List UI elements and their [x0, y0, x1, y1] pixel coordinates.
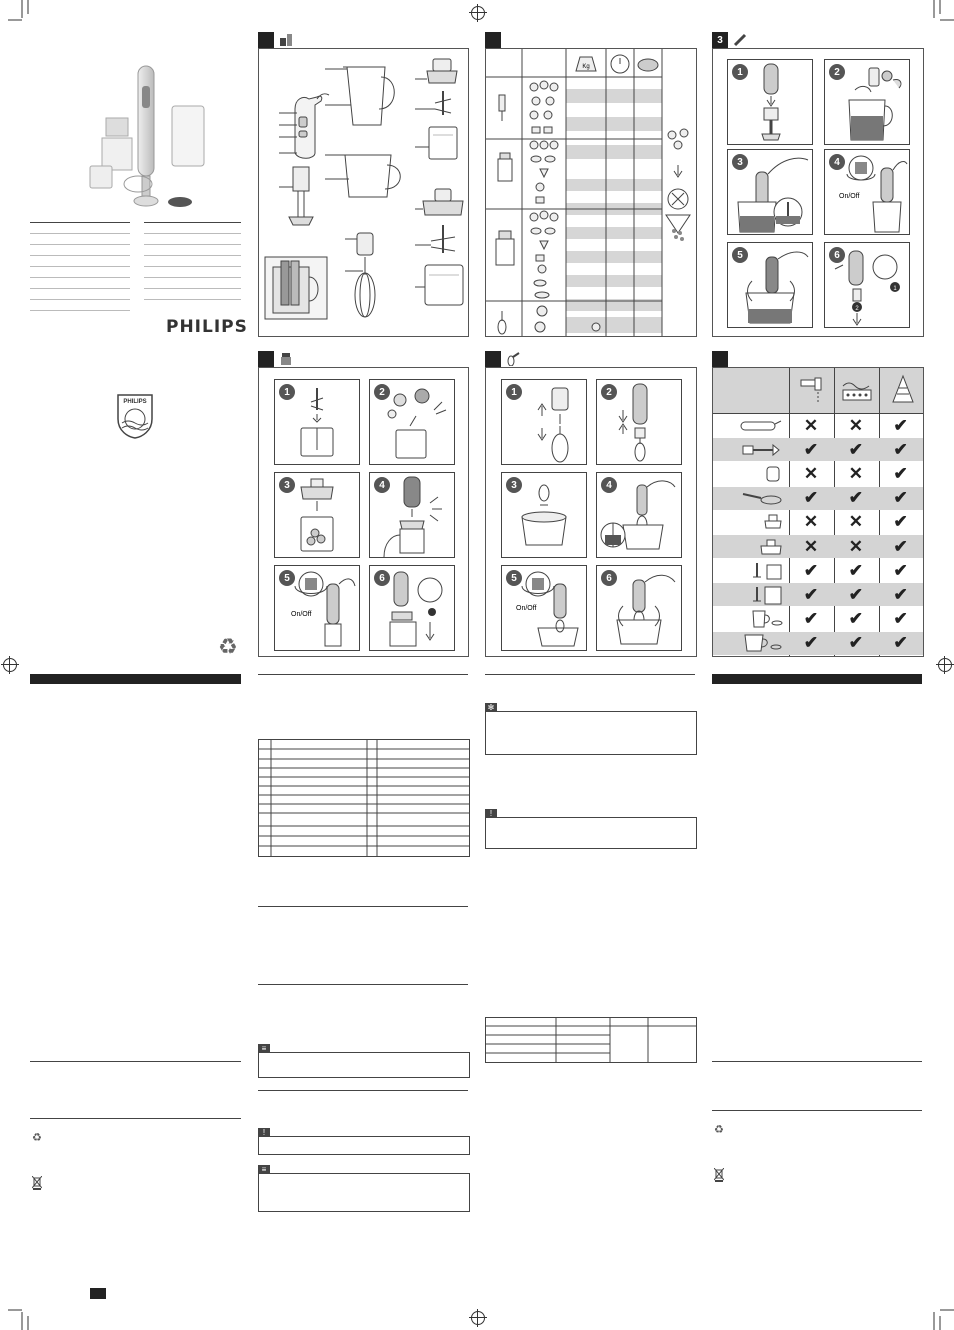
- whisk-step-4: [596, 472, 682, 558]
- cross-icon: ✕: [848, 512, 863, 532]
- beaker-icon: [713, 608, 789, 631]
- step-number: 3: [506, 477, 522, 493]
- cleaning-row: [713, 511, 923, 534]
- cleaning-row: [713, 608, 923, 631]
- rule-col2-2: [258, 906, 468, 907]
- chopper-steps-panel: [258, 367, 469, 657]
- section-bar-col1: [30, 674, 241, 684]
- note-box-2: [258, 1165, 470, 1212]
- recycle-small-icon: ♻: [32, 1132, 42, 1144]
- blender-step-6: [824, 242, 910, 328]
- tap-icon: [799, 374, 827, 406]
- step-number: 1: [279, 384, 295, 400]
- check-icon: ✔: [893, 633, 908, 653]
- crossed-bin-icon: [714, 1168, 724, 1182]
- blender-steps-panel: [712, 48, 924, 337]
- note-icon: ≡: [258, 1165, 270, 1174]
- cross-icon: ✕: [803, 512, 819, 532]
- registration-mark-top: [471, 6, 485, 20]
- section-number: [258, 32, 274, 48]
- check-icon: ✔: [893, 415, 908, 435]
- crop-mark-top-left: [8, 0, 30, 22]
- check-icon: ✔: [803, 488, 819, 508]
- rule-col4-b: [712, 1110, 922, 1111]
- page-tab: [90, 1288, 106, 1299]
- chopper-step-6: [369, 565, 455, 651]
- warning-icon: !: [485, 809, 497, 818]
- cross-icon: ✕: [848, 463, 863, 483]
- step-number: 5: [506, 570, 522, 586]
- check-icon: ✔: [893, 439, 908, 459]
- section-number: [258, 351, 274, 367]
- step-number: 2: [601, 384, 617, 400]
- philips-shield-logo: [116, 393, 154, 439]
- blender-bar-icon: [713, 438, 789, 461]
- rule-col1-a: [30, 1061, 241, 1062]
- whisk-step-5: [501, 565, 587, 651]
- warning-box: [258, 1128, 470, 1155]
- recycle-icon: ♻: [218, 634, 238, 659]
- chopper-step-4: [369, 472, 455, 558]
- cover-lines-right: [144, 222, 241, 300]
- recycle-small-icon: ♻: [714, 1124, 724, 1136]
- cleaning-row: [713, 414, 923, 437]
- rule-col4-a: [712, 1061, 922, 1062]
- rule-col1-b: [30, 1118, 241, 1119]
- rule-col2-4: [258, 1090, 468, 1091]
- section-2-header: [258, 351, 294, 367]
- section-4-header: [485, 351, 521, 367]
- chopper-step-2: [369, 379, 455, 465]
- cleaning-row: [713, 559, 923, 582]
- registration-mark-right: [938, 658, 952, 672]
- cleaning-row: [713, 487, 923, 510]
- check-icon: ✔: [848, 488, 863, 508]
- cleaning-row: [713, 535, 923, 558]
- note-icon: ≡: [258, 1044, 270, 1053]
- whisk-step-2: [596, 379, 682, 465]
- crop-mark-bottom-right: [926, 1306, 948, 1328]
- cross-icon: ✕: [803, 463, 819, 483]
- registration-mark-left: [3, 658, 17, 672]
- philips-wordmark: PHILIPS: [166, 317, 248, 337]
- check-icon: ✔: [893, 512, 908, 532]
- parts-icon: [278, 32, 294, 48]
- step-number: 3: [732, 154, 748, 170]
- crop-mark-bottom-left: [8, 1306, 30, 1328]
- step-number: 5: [279, 570, 295, 586]
- tip-box: [485, 703, 697, 755]
- whisk-icon: [713, 487, 789, 510]
- section-1-header: [258, 32, 294, 48]
- blender-step-1: [727, 59, 813, 145]
- blender-step-2: [824, 59, 910, 145]
- product-photo: [80, 56, 240, 216]
- check-icon: ✔: [803, 609, 819, 629]
- chopper-lid-large-icon: [713, 535, 789, 558]
- cross-icon: ✕: [803, 536, 819, 556]
- svg-text:On/Off: On/Off: [516, 605, 537, 612]
- step-number: 3: [279, 477, 295, 493]
- svg-text:On/Off: On/Off: [291, 611, 312, 618]
- step-number: 1: [732, 64, 748, 80]
- check-icon: ✔: [893, 584, 908, 604]
- onoff-label: On/Off: [839, 193, 860, 200]
- cross-icon: ✕: [848, 415, 863, 435]
- check-icon: ✔: [848, 633, 863, 653]
- spec-table-col2: [258, 739, 470, 857]
- whisk-steps-panel: [485, 367, 697, 657]
- chopper-bowl-large-icon: [713, 583, 789, 606]
- svg-text:1: 1: [893, 286, 897, 292]
- section-bar-col4: [712, 674, 922, 684]
- svg-text:Kg: Kg: [582, 64, 590, 70]
- check-icon: ✔: [893, 609, 908, 629]
- blender-step-5: [727, 242, 813, 328]
- check-icon: ✔: [893, 536, 908, 556]
- processing-table-panel: [485, 48, 697, 337]
- step-number: 6: [829, 247, 845, 263]
- check-icon: ✔: [848, 560, 863, 580]
- chopper-step-3: [274, 472, 360, 558]
- section-6-header: [712, 351, 728, 367]
- step-number: 4: [601, 477, 617, 493]
- check-icon: ✔: [893, 488, 908, 508]
- chopper-step-5: [274, 565, 360, 651]
- chopper-lid-small-icon: [713, 511, 789, 534]
- warning-box-col3: [485, 809, 697, 849]
- cloth-icon: [889, 374, 917, 406]
- blender-bar-icon: [732, 32, 748, 48]
- cleaning-row: [713, 438, 923, 461]
- check-icon: ✔: [803, 584, 819, 604]
- step-number: 6: [601, 570, 617, 586]
- check-icon: ✔: [848, 609, 863, 629]
- section-number: [485, 32, 501, 48]
- step-number: 2: [374, 384, 390, 400]
- cover-lines-left: [30, 222, 130, 311]
- chopper-step-1: [274, 379, 360, 465]
- section-3-header: [485, 32, 501, 48]
- chopper-icon: [278, 351, 294, 367]
- section-number: [485, 351, 501, 367]
- step-number: 4: [374, 477, 390, 493]
- dishwasher-icon: [841, 376, 873, 404]
- blender-step-4: [824, 149, 910, 235]
- step-number: 5: [732, 247, 748, 263]
- cleaning-row: [713, 632, 923, 655]
- section-number: [712, 351, 728, 367]
- cleaning-table: [712, 367, 924, 657]
- registration-mark-bottom: [471, 1311, 485, 1325]
- cleaning-row: [713, 583, 923, 606]
- rule-col2-3: [258, 984, 468, 985]
- whisk-step-3: [501, 472, 587, 558]
- step-number: 2: [829, 64, 845, 80]
- rule-col2-1: [258, 674, 468, 675]
- cross-icon: ✕: [803, 415, 819, 435]
- whisk-step-6: [596, 565, 682, 651]
- check-icon: ✔: [893, 560, 908, 580]
- crop-mark-top-right: [926, 0, 948, 22]
- check-icon: ✔: [803, 560, 819, 580]
- rule-col3-1: [485, 674, 695, 675]
- check-icon: ✔: [848, 439, 863, 459]
- whisk-step-1: [501, 379, 587, 465]
- section-5-header: [712, 32, 748, 48]
- cleaning-row: [713, 462, 923, 485]
- coupling-unit-icon: [713, 462, 789, 485]
- note-box-1: [258, 1044, 470, 1078]
- crossed-bin-icon: [32, 1176, 42, 1190]
- check-icon: ✔: [803, 633, 819, 653]
- tip-icon: ✻: [485, 703, 497, 712]
- parts-overview-panel: [258, 48, 469, 337]
- check-icon: ✔: [848, 584, 863, 604]
- section-number: 3: [712, 32, 728, 48]
- speed-table-col3: [485, 1017, 697, 1063]
- warning-icon: !: [258, 1128, 270, 1137]
- cross-icon: ✕: [848, 536, 863, 556]
- step-number: 4: [829, 154, 845, 170]
- beaker-large-icon: [713, 632, 789, 655]
- step-number: 1: [506, 384, 522, 400]
- svg-text:2: 2: [855, 306, 859, 312]
- svg-text:PHILIPS: PHILIPS: [123, 399, 147, 405]
- check-icon: ✔: [803, 439, 819, 459]
- chopper-bowl-small-icon: [713, 559, 789, 582]
- blender-step-3: [727, 149, 813, 235]
- check-icon: ✔: [893, 463, 908, 483]
- motor-unit-icon: [713, 414, 789, 437]
- whisk-icon: [505, 351, 521, 367]
- step-number: 6: [374, 570, 390, 586]
